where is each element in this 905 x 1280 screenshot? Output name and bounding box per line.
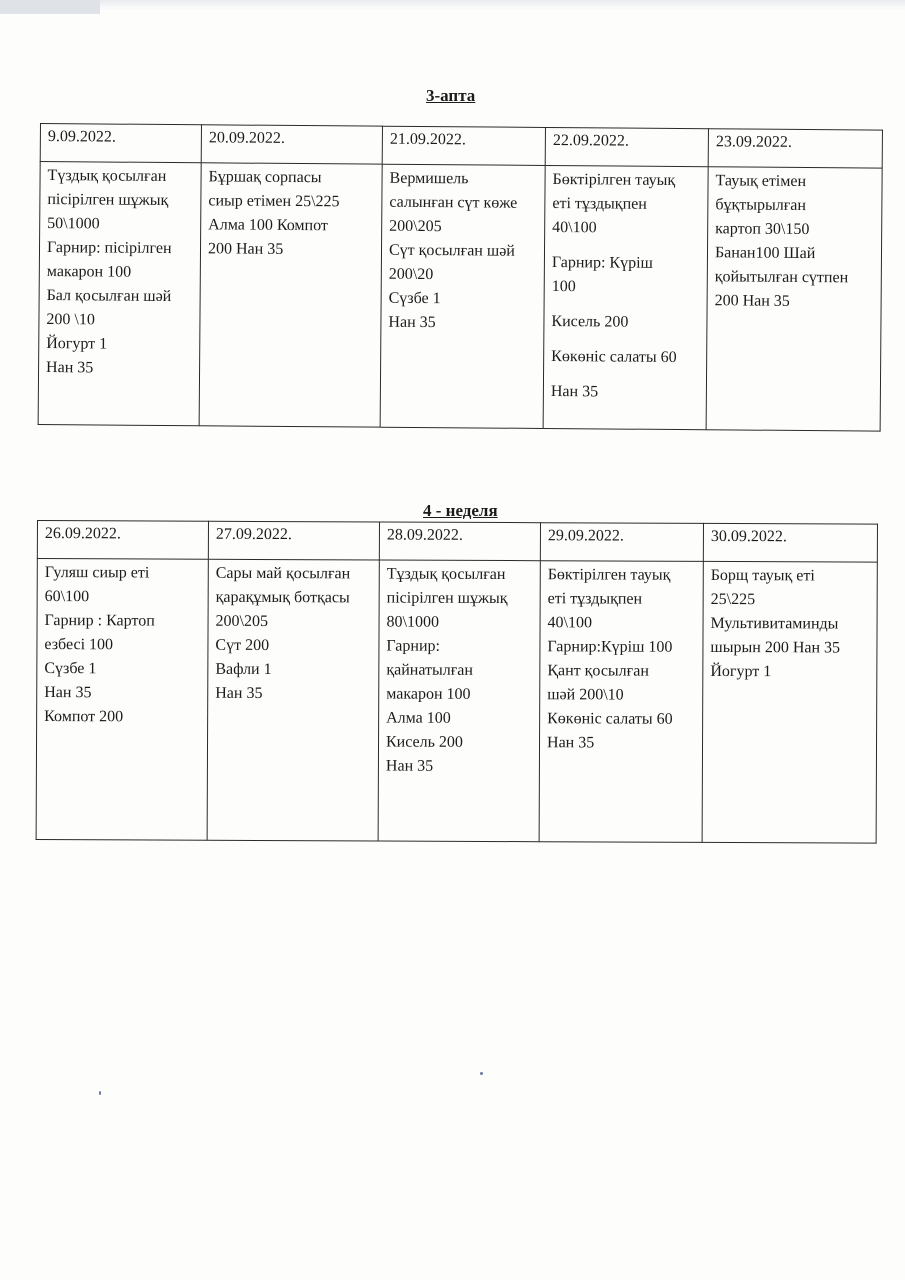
menu-cell [199,163,382,427]
menu-line: Вафли 1 [215,660,272,679]
menu-cell [380,164,545,428]
menu-line: Сүзбе 1 [44,660,97,678]
menu-line: Қант қосылған [547,662,649,680]
menu-line: Бал қосылған шәй [46,287,172,306]
menu-cell [36,559,208,841]
date-cell: 26.09.2022. [37,521,208,560]
week3-menu-table [38,123,883,432]
week4-menu-table [36,520,878,844]
menu-cell [207,559,379,841]
menu-line: 80\1000 [386,613,440,631]
menu-line: 200 \10 [46,311,95,329]
menu-line: Борщ тауық еті [710,566,815,585]
menu-line: Бұршақ сорпасы [208,168,322,187]
menu-line: Йогурт 1 [46,335,108,353]
menu-line: Көкөніс салаты 60 [551,348,677,367]
menu-line: Гарнир:Күріш 100 [547,638,673,656]
menu-line: Компот 200 [44,708,124,726]
menu-line: еті тұздықпен [552,195,647,213]
menu-line: езбесі 100 [44,636,114,654]
menu-line: 200\205 [215,612,269,631]
scan-top-edge [0,0,905,10]
menu-line: Вермишель [389,169,469,188]
menu-line: Алма 100 Компот [208,216,328,235]
menu-line: макарон 100 [386,685,471,703]
menu-line: Кисель 200 [385,733,463,751]
menu-line: Гуляш сиыр еті [44,564,150,582]
menu-line: Сүзбе 1 [388,289,441,308]
menu-line: бұқтырылған [715,196,807,215]
menu-cell [543,165,708,429]
menu-line: шырын 200 Нан 35 [710,638,841,657]
menu-line: 40\100 [547,614,593,632]
menu-line: 200\20 [388,265,434,284]
menu-line: Гарнир: Күріш [551,254,653,272]
menu-cell [539,561,703,843]
menu-cell [38,162,201,426]
date-cell: 21.09.2022. [382,126,545,165]
menu-line: Тұздық қосылған [386,565,506,584]
menu-cell [702,561,877,843]
menu-cell [378,560,540,842]
menu-line: шәй 200\10 [547,686,624,704]
menu-line: еті тұздықпен [547,590,643,608]
date-cell: 27.09.2022. [208,521,379,560]
menu-line: 60\100 [44,588,90,606]
menu-line: Йогурт 1 [710,662,772,681]
menu-line: Тауық етімен [715,172,807,191]
menu-line: Нан 35 [44,684,92,702]
menu-line: пісірілген шұжық [386,589,508,608]
date-cell: 23.09.2022. [708,129,882,168]
menu-line: Гарнир: пісірілген [46,239,172,258]
menu-line: Нан 35 [215,684,263,702]
menu-line: Мультивитаминды [710,614,839,633]
menu-row [36,559,877,844]
scan-corner-mark [0,0,100,14]
menu-line: 200 Нан 35 [207,240,284,258]
week4-title: 4 - неделя [423,501,498,520]
menu-line: Сары май қосылған [215,564,351,583]
menu-line: Бөктірілген тауық [547,566,671,584]
menu-line: Көкөніс салаты 60 [547,710,673,728]
date-row [40,124,882,169]
menu-line: Түздық қосылған [47,167,167,185]
date-cell: 20.09.2022. [201,125,382,164]
menu-line: Алма 100 [386,709,451,727]
week3-title: 3-апта [426,86,476,105]
menu-line: сиыр етімен 25\225 [208,192,340,211]
menu-line: Бөктірілген тауық [552,171,676,189]
menu-line: қарақұмық ботқасы [215,588,350,607]
date-cell: 29.09.2022. [540,523,703,562]
menu-line: картоп 30\150 [715,220,810,239]
menu-line: Нан 35 [46,359,94,377]
menu-line: Нан 35 [546,734,595,752]
menu-line: Банан100 Шай [714,244,816,263]
menu-line: салынған сүт көже [389,193,518,212]
menu-line: қайнатылған [386,661,474,679]
menu-line: Нан 35 [385,757,434,775]
date-cell: 30.09.2022. [703,523,877,562]
date-cell: 22.09.2022. [545,127,708,166]
menu-line: Гарнир: [386,637,441,655]
menu-line: қойытылған сүтпен [714,268,849,287]
menu-line: 25\225 [710,590,756,609]
scan-speck [99,1091,101,1095]
menu-line: 200\205 [389,217,442,236]
menu-line: 100 [551,278,576,296]
menu-line: 40\100 [552,219,597,237]
menu-line: Гарнир : Картоп [44,612,155,630]
menu-line: 50\1000 [47,215,100,233]
scan-speck [480,1072,483,1075]
menu-line: Сүт қосылған шәй [388,241,515,260]
menu-cell [706,167,882,431]
menu-line: пісірілген шұжық [47,191,169,210]
menu-line: Кисель 200 [551,313,629,331]
date-cell: 28.09.2022. [379,522,540,561]
menu-line: макарон 100 [46,263,132,281]
menu-line: Нан 35 [388,313,436,332]
date-row [37,521,877,563]
menu-row [38,162,882,432]
menu-line: Нан 35 [550,383,599,401]
menu-line: 200 Нан 35 [714,292,790,310]
date-cell: 9.09.2022. [40,124,201,163]
menu-line: Сүт 200 [215,636,270,655]
